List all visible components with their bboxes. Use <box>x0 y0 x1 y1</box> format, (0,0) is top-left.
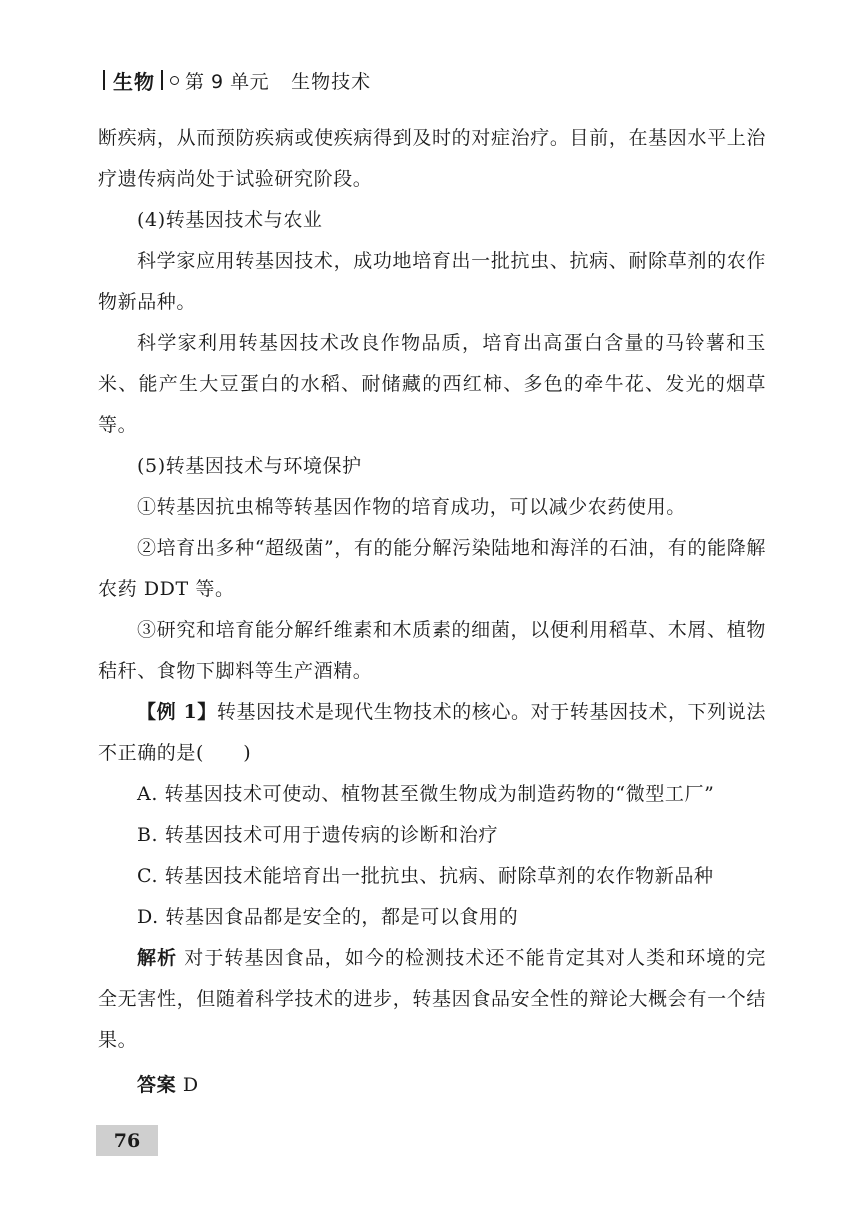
section-heading: (4)转基因技术与农业 <box>137 209 323 231</box>
option-b: B. 转基因技术可用于遗传病的诊断和治疗 <box>137 824 499 846</box>
option-a: A. 转基因技术可使动、植物甚至微生物成为制造药物的“微型工厂” <box>137 783 715 805</box>
analysis-text: 对于转基因食品，如今的检测技术还不能肯定其对人类和环境的完全无害性，但随着科学技术的进步，转基因食品安全性的辩论大概会有一个结果。 <box>98 947 767 1051</box>
section-heading: (5)转基因技术与环境保护 <box>137 455 362 477</box>
list-item: ②培育出多种“超级菌”，有的能分解污染陆地和海洋的石油，有的能降解农药 DDT 等。 <box>98 537 766 600</box>
circle-icon <box>170 76 179 85</box>
option-d: D. 转基因食品都是安全的，都是可以食用的 <box>137 906 519 928</box>
header-unit: 第 9 单元 <box>185 70 270 93</box>
list-item: ①转基因抗虫棉等转基因作物的培育成功，可以减少农药使用。 <box>137 496 686 518</box>
header-divider <box>161 70 163 90</box>
paragraph: 科学家利用转基因技术改良作物品质，培育出高蛋白含量的马铃薯和玉米、能产生大豆蛋白的水稻、耐储藏的西红柿、多色的牵牛花、发光的烟草等。 <box>98 332 766 436</box>
answer <box>98 1065 766 1106</box>
answer-label: 答案 <box>137 1074 177 1096</box>
option-c: C. 转基因技术能培育出一批抗虫、抗病、耐除草剂的农作物新品种 <box>137 865 714 887</box>
example-question-text: 转基因技术是现代生物技术的核心。对于转基因技术，下列说法不正确的是( ) <box>98 701 766 764</box>
answer-value: D <box>182 1074 199 1096</box>
paragraph: 断疾病，从而预防疾病或使疾病得到及时的对症治疗。目前，在基因水平上治疗遗传病尚处于试验研究阶段。 <box>98 127 766 190</box>
running-header <box>103 64 371 96</box>
analysis-label: 解析 <box>137 947 178 969</box>
main-content <box>98 118 766 1106</box>
analysis <box>98 938 766 1061</box>
example-question <box>98 692 766 774</box>
header-divider <box>103 70 105 90</box>
example-label: 【例 1】 <box>137 701 217 723</box>
list-item: ③研究和培育能分解纤维素和木质素的细菌，以便利用稻草、木屑、植物秸秆、食物下脚料等生产酒精。 <box>98 619 766 682</box>
paragraph: 科学家应用转基因技术，成功地培育出一批抗虫、抗病、耐除草剂的农作物新品种。 <box>98 250 766 313</box>
page-number: 76 <box>96 1125 158 1156</box>
header-subject: 生物 <box>113 69 155 94</box>
header-topic: 生物技术 <box>291 70 372 93</box>
